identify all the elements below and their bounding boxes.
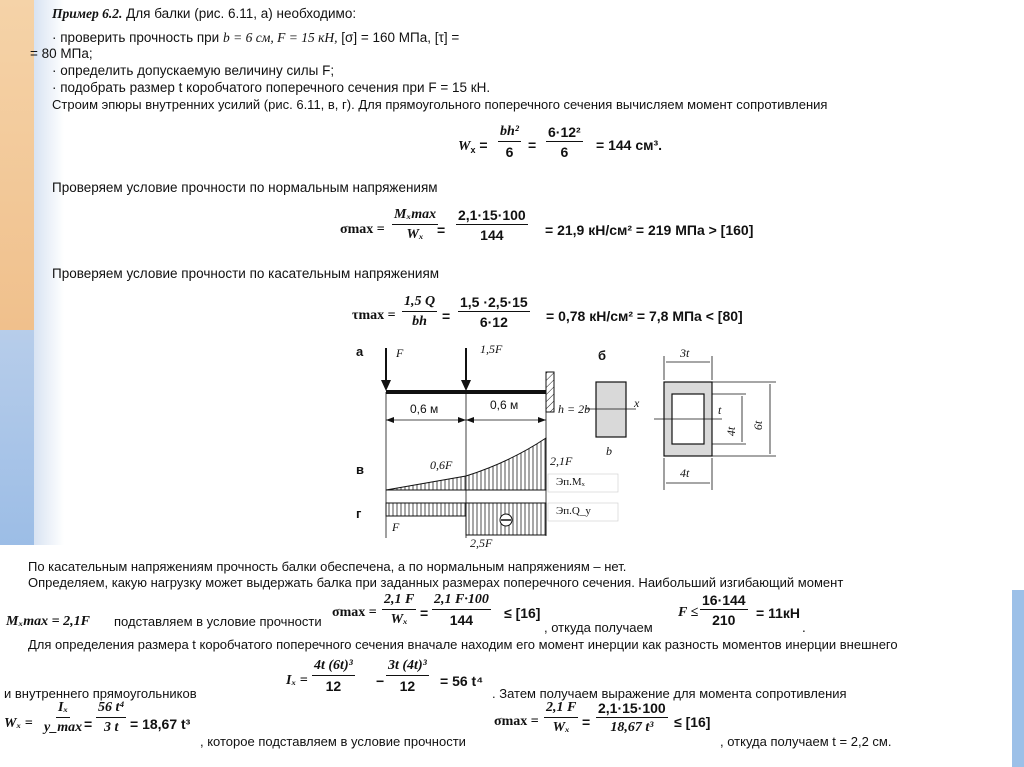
shear-check-text: Проверяем условие прочности по касательным напряжениям: [52, 266, 440, 281]
frac-6-12: $\frac{\text{6·12²}}{6}$: [548, 124, 581, 160]
force-arrowhead-1: [381, 380, 391, 391]
b-label: b: [606, 444, 612, 458]
section-modulus-text: Строим эпюры внутренних усилий (рис. 6.11, в, г). Для прямоугольного поперечного сечения вычисляем момент сопротивления: [52, 97, 828, 112]
footer-line-4: Для определения размера t коробчатого поперечного сечения вначале находим его момент инерции как разность моментов инерции внешнего: [28, 637, 898, 652]
ix-result: = 56 t⁴: [440, 673, 484, 689]
intro-text: Для балки (рис. 6.11, а) необходимо:: [126, 6, 357, 21]
section-modulus-expr-text: . Затем получаем выражение для момента сопротивления: [492, 686, 847, 701]
sigma-lhs-2: σmax =: [332, 605, 377, 620]
eq-sign-6: =: [582, 714, 591, 730]
eq-sign-5: =: [84, 716, 93, 732]
frac-f-w: $\frac{2,1 F}{\text{Wₓ}}$: [384, 592, 415, 627]
sigma-lhs-3: σmax =: [494, 714, 539, 729]
footer-line-2: Определяем, какую нагрузку может выдержать балка при заданных размерах поперечного сечения. Наибольший изгибающий момент: [28, 575, 844, 590]
frac-f100-144: $\frac{2,1 F\cdot 100}{144}$: [434, 592, 489, 628]
frac-f-w-2: $\frac{2,1 F}{\text{Wₓ}}$: [546, 700, 577, 735]
frac-q-bh: $\frac{1,5 Q}{bh}$: [404, 294, 436, 329]
moment-diagram-name: Эп.Mₓ: [556, 476, 585, 488]
span-1-label: 0,6 м: [410, 402, 439, 416]
frac-56t4-3t: $\frac{\text{56 t⁴}}{3 t}$: [98, 700, 125, 735]
hence-text-1: , откуда получаем: [544, 620, 653, 635]
max-moment-eq: Mₓmax = 2,1F: [6, 614, 90, 629]
dim-4t-side-label: 4t: [724, 426, 739, 437]
sigma-res-3: ≤ [16]: [674, 714, 711, 730]
frac-m-w: Mₓmax Wₓ: [394, 207, 437, 242]
normal-check-text: Проверяем условие прочности по нормальным напряжениям: [52, 180, 438, 195]
dim-4t-bottom-label: 4t: [680, 466, 690, 480]
shear-result: = 0,78 кН/см² = 7,8 МПа < [80]: [546, 308, 743, 324]
frac-final-values: $\frac{2,1\cdot 15\cdot 100}{\text{18,67 t³}}$: [598, 700, 666, 735]
fig-label-v: в: [356, 462, 364, 477]
shear-left-label: F: [392, 520, 400, 534]
span-2-label: 0,6 м: [490, 398, 519, 412]
h-label: h = 2b: [558, 402, 591, 416]
bullet-1: · проверить прочность при b = 6 см, F = 15 кН, [σ] = 160 МПа, [τ] =: [52, 30, 460, 45]
formula-wx-result: = 144 см³.: [596, 137, 663, 153]
x-label: x: [634, 396, 640, 410]
moment-mid-label: 0,6F: [430, 458, 453, 472]
eq-sign-3: =: [442, 308, 451, 324]
dim-3t-label: 3t: [680, 346, 690, 360]
frac-normal-values: $\frac{2,1\cdot 15\cdot 100}{144}$: [458, 207, 526, 243]
fixed-support: [546, 372, 554, 412]
force-1-label: F: [396, 346, 404, 360]
fig-label-b: б: [598, 348, 607, 363]
dim-t-label: t: [718, 403, 722, 417]
substitute-text: подставляем в условие прочности: [114, 614, 322, 629]
substitute-text-2: , которое подставляем в условие прочности: [200, 734, 466, 749]
frac-inner-inertia: $\frac{\text{3t (4t)³}}{12}$: [388, 658, 427, 694]
dim-6t-label: 6t: [751, 420, 766, 431]
wx-result: = 18,67 t³: [130, 716, 191, 732]
shear-part-1: [386, 503, 466, 516]
fig-label-g: г: [356, 506, 362, 521]
eq-sign-2: =: [437, 222, 446, 238]
eq-sign: =: [528, 137, 537, 153]
frac-16-144: $\frac{16\cdot 144}{210}$: [702, 592, 746, 628]
example-title: Пример 6.2.: [52, 6, 123, 21]
ix-lhs: Iₓ =: [286, 673, 308, 688]
bullet-1-cont: = 80 МПа;: [30, 46, 93, 61]
eq-sign-4: =: [420, 605, 429, 621]
tau-lhs: τmax =: [352, 308, 396, 323]
normal-result: = 21,9 кН/см² = 219 МПа > [160]: [545, 222, 754, 238]
f-result: = 11кН: [756, 605, 800, 621]
footer-line-1: По касательным напряжениям прочность балки обеспечена, а по нормальным напряжениям – нет.: [28, 559, 627, 574]
shear-right-label: 2,5F: [470, 536, 493, 550]
force-arrowhead-2: [461, 380, 471, 391]
frac-ix-ymax: Iₓ y_max: [44, 700, 83, 735]
inner-outer-text: и внутреннего прямоугольников: [4, 686, 197, 701]
moment-end-label: 2,1F: [550, 454, 573, 468]
formula-wx: $W_x$ =: [458, 137, 488, 155]
frac-shear-values: $\frac{1,5 \cdot 2,5\cdot 15}{6\cdot 12}$: [460, 294, 528, 330]
fig-label-a: а: [356, 344, 364, 359]
frac-outer-inertia: $\frac{\text{4t (6t)³}}{12}$: [314, 658, 353, 694]
final-answer-text: , откуда получаем t = 2,2 см.: [720, 734, 892, 749]
bullet-3: · подобрать размер t коробчатого поперечного сечения при F = 15 кН.: [52, 80, 491, 95]
f-lhs: F ≤: [678, 605, 699, 620]
sigma-lhs: σmax =: [340, 222, 385, 237]
footer-dot: .: [802, 620, 806, 635]
shear-diagram-name: Эп.Q_y: [556, 505, 591, 517]
minus-sign: −: [376, 673, 385, 689]
bullet-2: · определить допускаемую величину силы F;: [52, 63, 335, 78]
rect-section: [596, 382, 626, 437]
sigma-res-2: ≤ [16]: [504, 605, 541, 621]
force-2-label: 1,5F: [480, 342, 503, 356]
wx-lhs: Wₓ =: [4, 716, 33, 731]
frac-bh2-6: $\frac{\text{bh²}}{6}$: [500, 124, 519, 160]
